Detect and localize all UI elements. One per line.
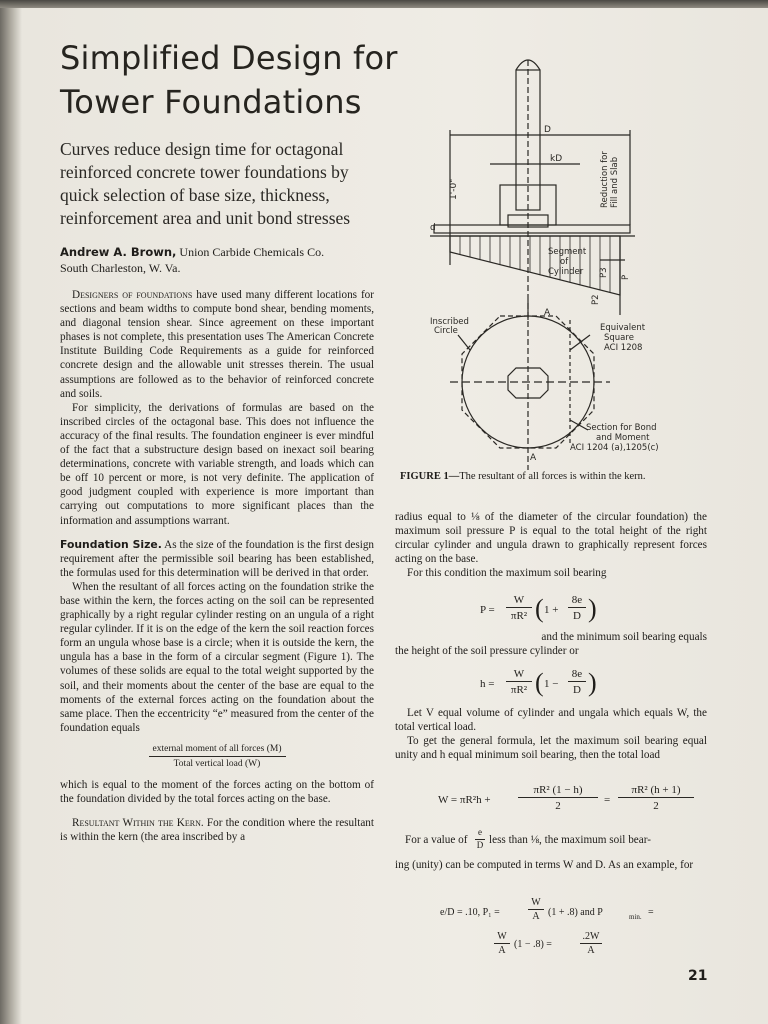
label-p2: P2 <box>591 294 601 305</box>
paragraph: and the minimum soil bearing equals <box>541 631 707 643</box>
label-of: of <box>560 257 569 267</box>
base-slab <box>434 225 630 233</box>
fraction-numerator: external moment of all forces (M) <box>149 743 286 757</box>
text: less than ⅛, the maximum soil bear- <box>489 834 651 846</box>
paragraph-text: have used many different locations for sections and beam widths to compute bond shear, bending moments, and diagonal tension shear. Since agreement on these important phases is not complete, this presentation uses The American Concrete Institute Building Code Requirements as a guide for reinforced concrete design and the allowable unit stresses therein. The usual assumptions are followed as to the behavior of reinforced concrete and soils. <box>60 289 374 400</box>
article-title <box>60 36 440 124</box>
caption-label: FIGURE 1— <box>400 471 460 482</box>
label-and-moment: and Moment <box>596 433 650 443</box>
eq-den: πR² <box>510 684 528 696</box>
eq-den: A <box>498 945 506 956</box>
label-segment: Segment <box>548 247 587 257</box>
section-heading: Foundation Size. <box>60 537 162 551</box>
right-column <box>395 510 707 580</box>
equation-min-bearing: h = W πR² ( 1 − 8e D ) <box>480 668 597 697</box>
figure-1-diagram <box>420 30 720 470</box>
equation-example-2 <box>494 930 644 960</box>
kern-condition-line <box>405 826 710 856</box>
paragraph: For simplicity, the derivations of formulas are based on the inscribed circles of the octagonal base. This does not influence the accuracy of the final results. The foundation engineer is ever mindful of the fact that a substructure design based on inexact soil bearing determinations, concrete with variable strength, and loads which can be off 10 percent or more, is not very definite. The application of good judgment coupled with experience is more important than carrying out computations to more significant places than the information and assumptions warrant. <box>60 401 374 527</box>
eq-den: 2 <box>555 800 561 812</box>
eq-num: W <box>506 594 532 608</box>
lead-in: Designers of foundations <box>72 289 193 301</box>
min-bearing-text <box>395 630 707 658</box>
eq-num: πR² (1 − h) <box>518 784 598 798</box>
equation-example-1 <box>440 896 710 926</box>
eq-num: .2W <box>580 930 602 944</box>
label-fill-slab: Fill and Slab <box>610 156 620 208</box>
eq-num: W <box>528 896 544 910</box>
eq-lhs: W = πR²h + <box>438 794 491 806</box>
paragraph: When the resultant of all forces acting on the foundation strike the base within the kern, the forces acting on the soil can be represented graphically by a right regular cylinder resting on an ungula of a right regular cylinder. If it is on the edge of the kern the soil reaction forces form an ungula whose base is a circle; when it is outside the kern, the ungula has a base in the form of a circular segment (Figure 1). The volumes of these solids are equal to the total weight supported by the soil, and their moments about the center of the base are equal to the moments of the external forces acting on the foundation about the same place. Then the eccentricity “e” measured from the center of the foundation equals <box>60 580 374 734</box>
eq-tail: (1 + .8) and P <box>548 907 603 918</box>
label-p: P <box>621 274 631 280</box>
author-affiliation: Union Carbide Chemicals Co. <box>179 245 325 259</box>
paragraph: For this condition the maximum soil bearing <box>407 567 607 580</box>
equation-total-load <box>438 782 698 818</box>
caption-text: The resultant of all forces is within the kern. <box>459 471 646 482</box>
paragraph-text: As the size of the foundation is the first design requirement after the permissible soil bearing has been established, the formulas used for this determination will be derived in that order. <box>60 538 375 579</box>
byline <box>60 244 390 276</box>
label-A-top: A <box>544 308 551 318</box>
paragraph <box>60 288 374 401</box>
label-A-bottom: A <box>530 453 537 463</box>
pressure-diagram <box>450 236 620 295</box>
eq-den: A <box>587 945 595 956</box>
example-text <box>395 858 707 872</box>
eq-den: D <box>476 840 484 850</box>
eq-in-num: 8e <box>568 594 586 608</box>
label-kD: kD <box>550 154 563 164</box>
paragraph <box>60 816 374 844</box>
paragraph: ing (unity) can be computed in terms W and D. As an example, for <box>395 859 694 871</box>
title-line-1: Simplified Design for <box>60 39 398 77</box>
eq-lhs: P = <box>480 604 495 616</box>
equation-max-bearing: P = W πR² ( 1 + 8e D ) <box>480 594 597 623</box>
eq-in-den: D <box>573 610 581 622</box>
eccentricity-fraction <box>60 743 374 770</box>
eq-mid: (1 − .8) = <box>514 939 552 950</box>
paragraph: radius equal to ⅛ of the diameter of the circular foundation) the maximum soil pressure P is equal to the total height of the right circular cylinder and ungula drawn to graphically represent forces acting on the base. <box>395 511 707 566</box>
eq-num: e <box>475 826 485 840</box>
general-formula-text <box>395 706 707 762</box>
paragraph-text: For the condition where the resultant is within the kern (the area inscribed by a <box>60 817 375 844</box>
eq-paren: 1 + <box>544 604 559 616</box>
eq-num: πR² (h + 1) <box>618 784 694 798</box>
eq-equals: = <box>604 794 611 806</box>
eq-lhs: h = <box>480 678 495 690</box>
paragraph: To get the general formula, let the maximum soil bearing equal unity and h equal minimum soil bearing, then the total load <box>395 735 707 762</box>
eq-equals: = <box>648 907 654 918</box>
text: For a value of <box>405 834 468 846</box>
paragraph <box>60 538 374 580</box>
paragraph: Let V equal volume of cylinder and ungala which equals W, the total vertical load. <box>395 707 707 734</box>
left-column <box>60 288 374 844</box>
label-reduction: Reduction for <box>600 151 610 208</box>
label-square: Square <box>604 333 634 343</box>
label-equivalent: Equivalent <box>600 323 646 333</box>
figure-caption <box>400 470 710 483</box>
fraction-denominator: Total vertical load (W) <box>173 758 261 769</box>
label-circle: Circle <box>434 326 458 336</box>
eq-den: A <box>532 911 540 922</box>
label-aci1208: ACI 1208 <box>604 343 643 353</box>
label-inscribed: Inscribed <box>430 317 469 327</box>
eq-lhs: e/D = .10, P₁ = <box>440 907 500 918</box>
paragraph: the height of the soil pressure cylinder or <box>395 645 579 658</box>
section-heading: Resultant Within the Kern. <box>72 817 204 830</box>
title-line-2: Tower Foundations <box>60 83 362 121</box>
label-p3: P3 <box>599 267 609 278</box>
eq-den: 2 <box>653 800 659 812</box>
eq-num: W <box>506 668 532 682</box>
label-section-bond: Section for Bond <box>586 423 657 433</box>
label-D: D <box>544 125 551 135</box>
author-name: Andrew A. Brown, <box>60 245 177 259</box>
eq-in-den: D <box>573 684 581 696</box>
author-location: South Charleston, W. Va. <box>60 261 181 275</box>
label-d: d <box>430 223 436 233</box>
eq-den: πR² <box>510 610 528 622</box>
eq-num: W <box>494 930 510 944</box>
label-cylinder: Cylinder <box>548 267 584 277</box>
scan-edge <box>0 0 768 8</box>
label-aci1204: ACI 1204 (a),1205(c) <box>570 443 659 453</box>
label-1ft: 1'-0" <box>449 178 459 200</box>
eq-paren: 1 − <box>544 678 559 690</box>
eq-subscript: min. <box>629 913 642 921</box>
page-number: 21 <box>688 968 708 984</box>
article-deck: Curves reduce design time for octagonal reinforced concrete tower foundations by quick selection of base size, thickness, reinforcement area and unit bond stresses <box>60 139 351 228</box>
eq-in-num: 8e <box>568 668 586 682</box>
paragraph: which is equal to the moment of the forces acting on the bottom of the foundation divided by the total forces acting on the base. <box>60 778 374 805</box>
